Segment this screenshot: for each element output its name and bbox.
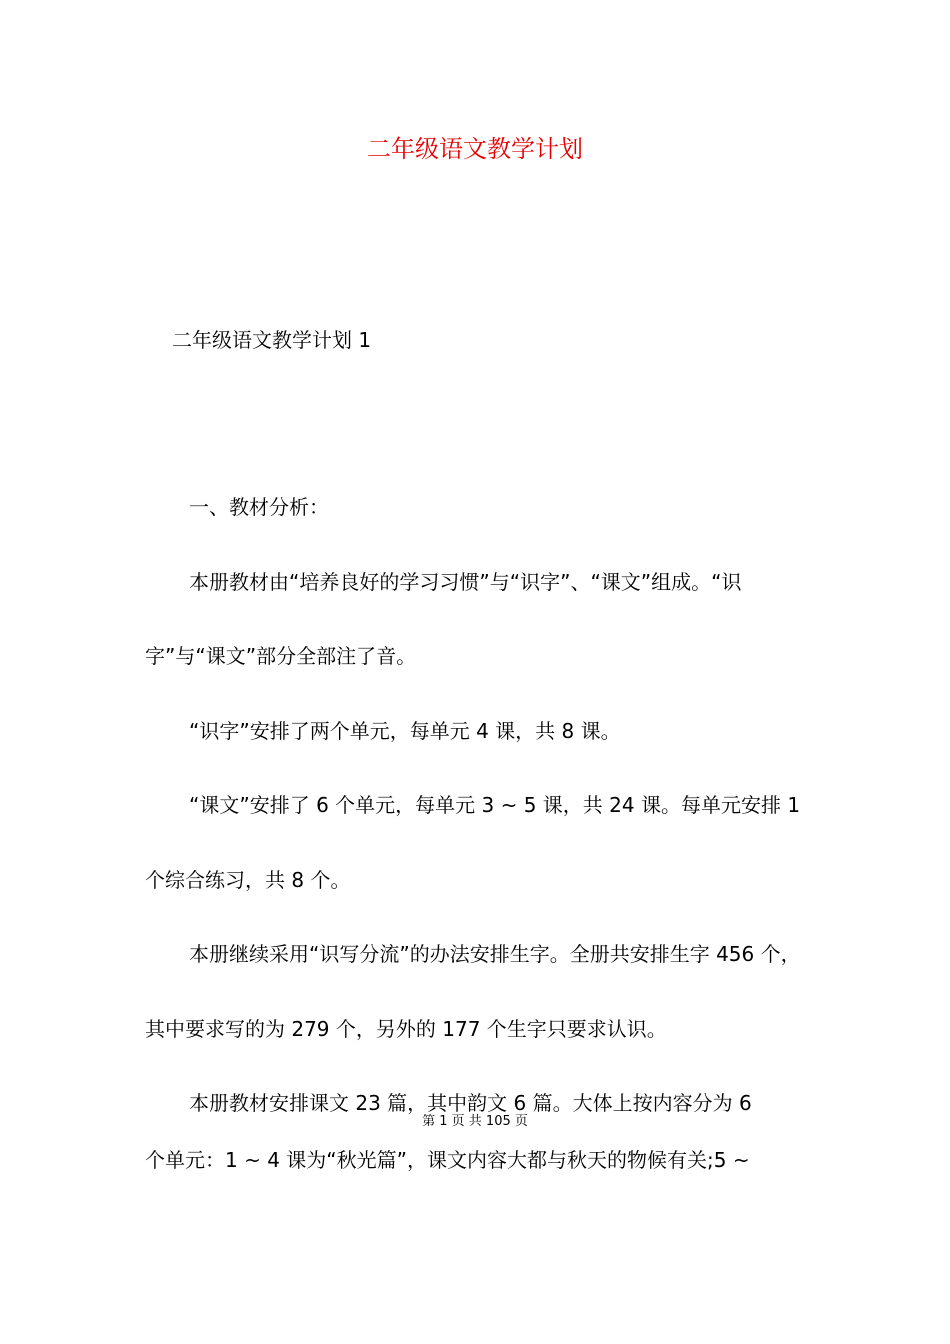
document-title: 二年级语文教学计划 bbox=[367, 135, 583, 163]
section-heading: 二年级语文教学计划 1 bbox=[172, 328, 372, 352]
paragraph-literacy-units: “识字”安排了两个单元，每单元 4 课，共 8 课。 bbox=[189, 718, 621, 743]
paragraph-text-units: “课文”安排了 6 个单元，每单元 3 ~ 5 课，共 24 课。每单元安排 1 个综合练习，共 8 个。 bbox=[145, 793, 801, 892]
paragraph-continuation: 个单元：1 ~ 4 课为“秋光篇”，课文内容大都与秋天的物候有关;5 ~ bbox=[145, 1148, 750, 1172]
document-body bbox=[145, 470, 807, 1141]
paragraph-text-count: 本册教材安排课文 23 篇，其中韵文 6 篇。大体上按内容分为 6 bbox=[189, 1091, 752, 1115]
page-indicator: 第 1 页 共 105 页 bbox=[422, 1114, 528, 1129]
page-footer bbox=[0, 1112, 950, 1132]
paragraph-textbook-composition: 本册教材由“培养良好的学习习惯”与“识字”、“课文”组成。“识字”与“课文”部分全部注了音。 bbox=[145, 569, 742, 668]
paragraph-heading-textbook-analysis: 一、教材分析： bbox=[189, 495, 329, 519]
paragraph-character-arrangement: 本册继续采用“识写分流”的办法安排生字。全册共安排生字 456 个，其中要求写的为 279 个，另外的 177 个生字只要求认识。 bbox=[145, 942, 801, 1041]
